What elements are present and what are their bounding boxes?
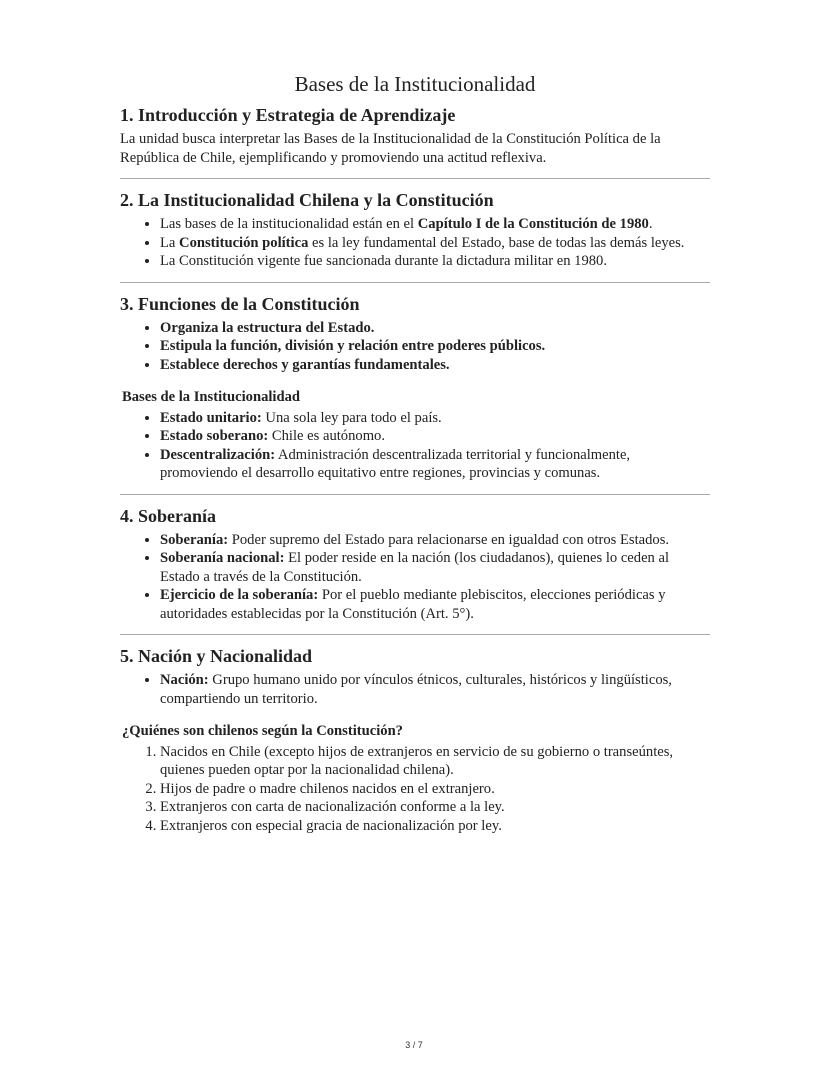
bold-text: Estipula la función, división y relación entre poderes públicos. <box>160 338 546 354</box>
text: La Constitución vigente fue sancionada durante la dictadura militar en 1980. <box>160 253 607 269</box>
section-heading: 5. Nación y Nacionalidad <box>120 646 313 666</box>
bold-text: Descentralización: <box>160 446 276 463</box>
text: Grupo humano unido por vínculos étnicos, culturales, históricos y lingüísticos, compartiendo un territorio. <box>160 672 672 707</box>
text: La <box>160 234 180 251</box>
section-soberania <box>120 505 710 624</box>
bold-text: Capítulo I de la Constitución de 1980 <box>417 216 649 232</box>
divider <box>120 178 710 179</box>
subheading: Bases de la Institucionalidad <box>122 389 301 405</box>
list-item <box>160 446 710 483</box>
list-item <box>160 234 710 253</box>
text: . <box>648 216 653 232</box>
bold-text: Soberanía nacional: <box>160 550 285 566</box>
numbered-list <box>120 743 710 836</box>
divider <box>120 494 710 495</box>
divider <box>120 282 710 283</box>
bullet-list <box>120 409 710 483</box>
text: Chile es autónomo. <box>268 428 385 444</box>
section-introduccion <box>120 104 710 167</box>
text: Administración descentralizada territorial y funcionalmente, promoviendo el desarrollo equitativo entre regiones, provincias y comunas. <box>160 446 631 481</box>
list-item <box>160 427 710 446</box>
bullet-list <box>120 531 710 624</box>
list-item <box>160 215 710 234</box>
paragraph: La unidad busca interpretar las Bases de la Institucionalidad de la Constitución Política de la República de Chile, ejemplificando y promoviendo una actitud reflexiva. <box>120 131 661 166</box>
page-number: 3 / 7 <box>405 1040 423 1050</box>
divider <box>120 634 710 635</box>
list-item <box>160 356 710 375</box>
list-item <box>160 319 710 338</box>
section-heading: 3. Funciones de la Constitución <box>120 293 360 314</box>
bold-text: Establece derechos y garantías fundamentales. <box>160 356 450 373</box>
bold-text: Estado soberano: <box>160 428 269 444</box>
text: El poder reside en la nación (los ciudadanos), quienes lo ceden al Estado a través de la Constitución. <box>160 550 670 585</box>
bold-text: Organiza la estructura del Estado. <box>160 319 375 336</box>
list-item: 2. Hijos de padre o madre chilenos nacidos en el extranjero. <box>160 780 710 799</box>
text: Las bases de la institucionalidad están en el <box>160 216 418 232</box>
list-item <box>160 409 710 428</box>
bullet-list <box>120 319 710 375</box>
list-item <box>160 671 710 708</box>
bold-text: Ejercicio de la soberanía: <box>160 587 319 603</box>
document-page <box>120 70 710 835</box>
text: Poder supremo del Estado para relacionarse en igualdad con otros Estados. <box>228 531 670 548</box>
text: Una sola ley para todo el país. <box>261 409 442 426</box>
text: Por el pueblo mediante plebiscitos, elecciones periódicas y autoridades establecidas por la Constitución (Art. 5°). <box>160 587 666 622</box>
list-item <box>160 549 710 586</box>
bold-text: Constitución política <box>179 234 309 251</box>
subheading: ¿Quiénes son chilenos según la Constitución? <box>122 723 403 739</box>
list-item: 4. Extranjeros con especial gracia de nacionalización por ley. <box>160 817 710 836</box>
list-item: 3. Extranjeros con carta de nacionalización conforme a la ley. <box>160 798 710 817</box>
section-heading: 4. Soberanía <box>120 505 217 526</box>
section-funciones <box>120 293 710 483</box>
bullet-list <box>120 215 710 271</box>
text: es la ley fundamental del Estado, base de todas las demás leyes. <box>308 234 685 251</box>
list-item <box>160 252 710 271</box>
section-institucionalidad <box>120 189 710 271</box>
list-item <box>160 531 710 550</box>
bullet-list <box>120 671 710 708</box>
section-heading: 2. La Institucionalidad Chilena y la Constitución <box>120 190 494 210</box>
bold-text: Nación: <box>160 672 209 688</box>
list-item <box>160 337 710 356</box>
bold-text: Soberanía: <box>160 531 229 548</box>
page-title: Bases de la Institucionalidad <box>294 72 536 96</box>
list-item: 1. Nacidos en Chile (excepto hijos de extranjeros en servicio de su gobierno o transeúntes, quienes pueden optar por la nacionalidad chilena). <box>160 743 710 780</box>
section-heading: 1. Introducción y Estrategia de Aprendizaje <box>120 105 456 125</box>
section-nacion <box>120 645 710 835</box>
bold-text: Estado unitario: <box>160 409 262 426</box>
list-item <box>160 586 710 623</box>
